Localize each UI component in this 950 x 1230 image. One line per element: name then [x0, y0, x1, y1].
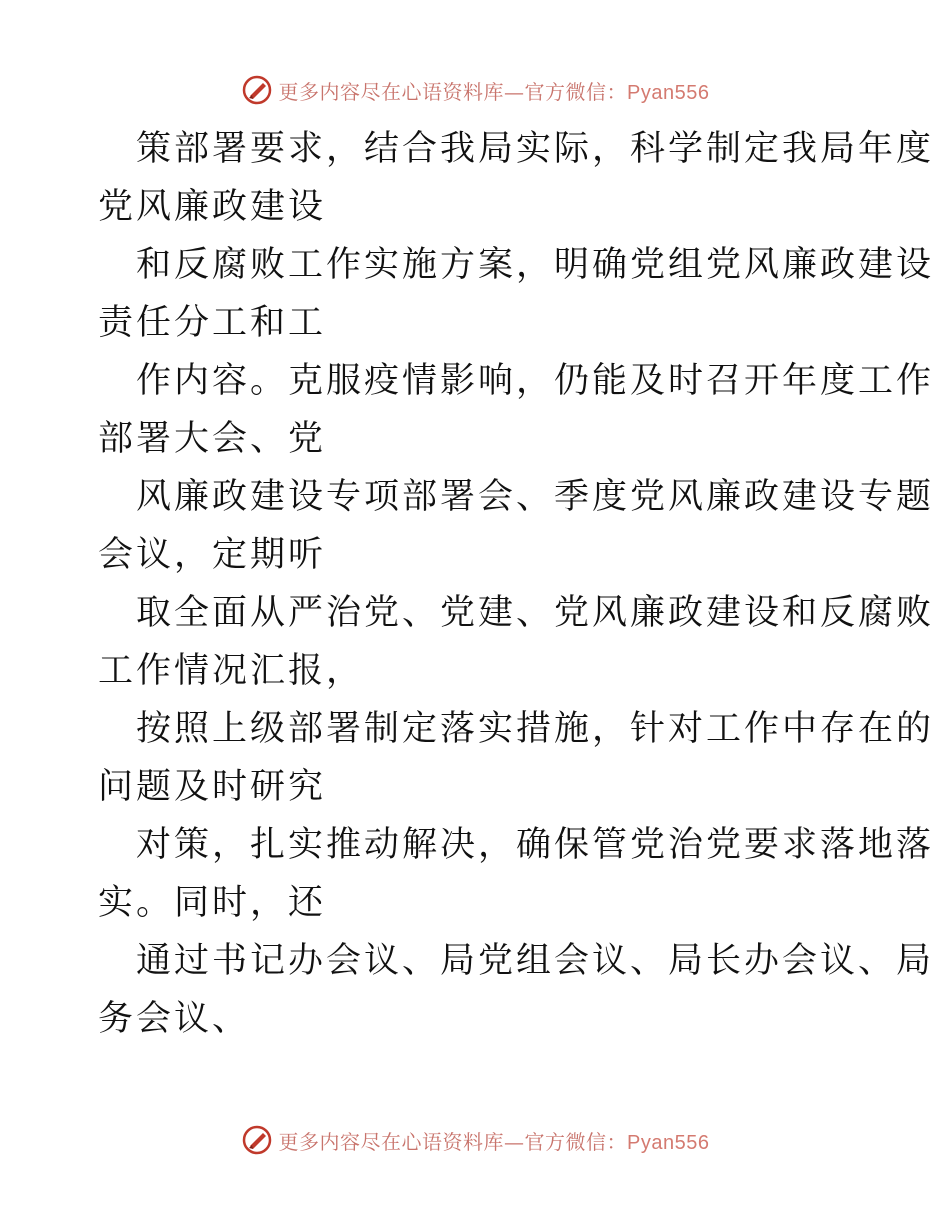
watermark-logo-icon [241, 74, 273, 106]
paragraph-line: 党风廉政建设 [98, 187, 327, 227]
paragraph-line: 策部署要求，结合我局实际，科学制定我局年度 [136, 129, 935, 169]
paragraph-line: 对策，扎实推动解决，确保管党治党要求落地落 [136, 825, 935, 865]
paragraph-line: 工作情况汇报， [98, 651, 365, 691]
paragraph-line: 问题及时研究 [98, 767, 327, 807]
watermark-wechat-id: Pyan556 [627, 1131, 710, 1154]
paragraph [98, 120, 935, 236]
paragraph [98, 468, 935, 584]
watermark-wechat-id: Pyan556 [627, 81, 710, 104]
paragraph-line: 实。同时，还 [98, 883, 327, 923]
watermark-logo-icon [241, 1124, 273, 1156]
paragraph [98, 932, 935, 1048]
paragraph [98, 816, 935, 932]
paragraph-line: 按照上级部署制定落实措施，针对工作中存在的 [136, 709, 935, 749]
paragraph [98, 700, 935, 816]
paragraph-line: 作内容。克服疫情影响，仍能及时召开年度工作 [136, 361, 935, 401]
watermark-text: 更多内容尽在心语资料库—官方微信：Pyan556 [278, 1129, 710, 1154]
paragraph-line: 务会议、 [98, 999, 251, 1039]
paragraph-line: 会议，定期听 [98, 535, 327, 575]
paragraph-line: 通过书记办会议、局党组会议、局长办会议、局 [136, 941, 935, 981]
paragraph-line: 风廉政建设专项部署会、季度党风廉政建设专题 [136, 477, 935, 517]
paragraph [98, 352, 935, 468]
paragraph-line: 责任分工和工 [98, 303, 327, 343]
paragraph-line: 和反腐败工作实施方案，明确党组党风廉政建设 [136, 245, 935, 285]
footer-watermark [0, 1120, 950, 1160]
paragraph [98, 236, 935, 352]
paragraph-line: 部署大会、党 [98, 419, 327, 459]
watermark-text: 更多内容尽在心语资料库—官方微信：Pyan556 [278, 79, 710, 104]
paragraph-line: 取全面从严治党、党建、党风廉政建设和反腐败 [136, 593, 935, 633]
document-body [98, 120, 935, 1048]
header-watermark [0, 70, 950, 110]
paragraph [98, 584, 935, 700]
